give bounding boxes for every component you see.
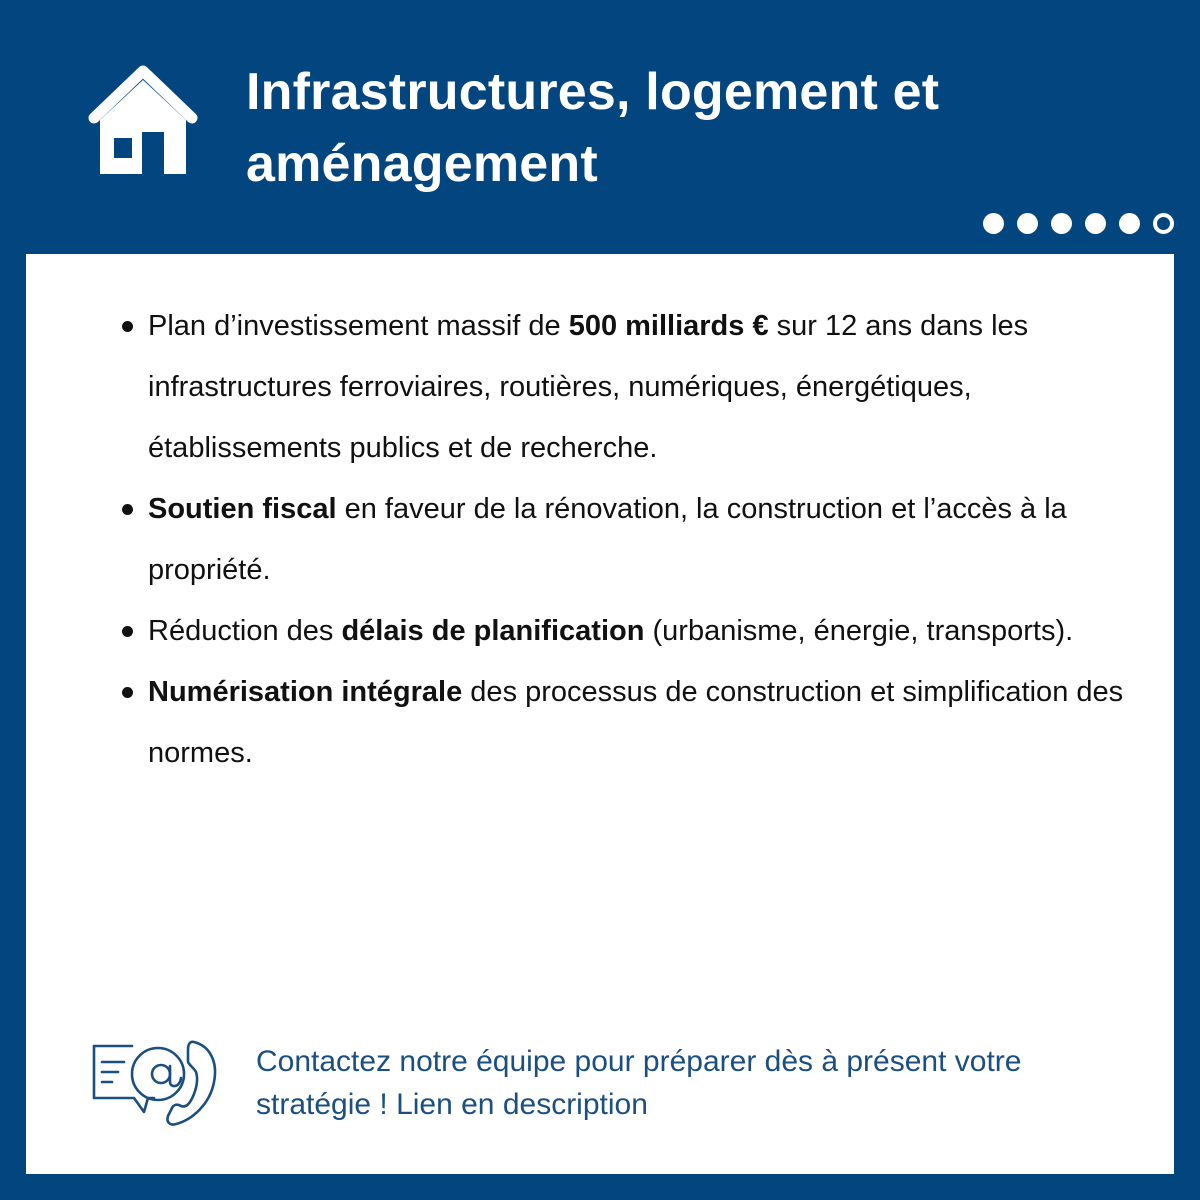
content-card	[26, 254, 1174, 1174]
pager-dot	[1085, 213, 1106, 234]
bullet-item	[148, 662, 1148, 784]
bullet-text: Plan d’investissement massif de	[148, 310, 569, 342]
bullet-text: (urbanisme, énergie, transports).	[644, 615, 1074, 647]
pager-dot	[1051, 213, 1072, 234]
bullet-text: Réduction des	[148, 615, 342, 647]
pager-dot	[1017, 213, 1038, 234]
bullet-item	[148, 296, 1148, 479]
house-icon	[88, 62, 198, 180]
bullet-bold-text: Numérisation intégrale	[148, 676, 463, 708]
pager-dot	[1119, 213, 1140, 234]
bullet-text: des processus de construction et simplification des normes.	[148, 676, 1124, 769]
page-title: Infrastructures, logement et aménagement	[246, 63, 940, 193]
bullet-item	[148, 479, 1148, 601]
pager-dot-current	[1153, 213, 1174, 234]
bullet-item	[148, 601, 1148, 662]
contact-icon	[88, 1032, 220, 1128]
contact-message: Contactez notre équipe pour préparer dès à présent votre stratégie ! Lien en description	[256, 1045, 1022, 1121]
pager-dot	[983, 213, 1004, 234]
bullet-bold-text: 500 milliards €	[568, 310, 769, 342]
bullet-bold-text: Soutien fiscal	[148, 493, 337, 525]
bullet-list	[122, 296, 1148, 784]
bullet-text: sur 12 ans dans les infrastructures ferroviaires, routières, numériques, énergétiques, établissements publics et de recherche.	[148, 310, 1029, 464]
pagination-dots	[983, 213, 1174, 234]
bullet-text: en faveur de la rénovation, la construction et l’accès à la propriété.	[148, 493, 1067, 586]
bullet-bold-text: délais de planification	[341, 615, 645, 647]
